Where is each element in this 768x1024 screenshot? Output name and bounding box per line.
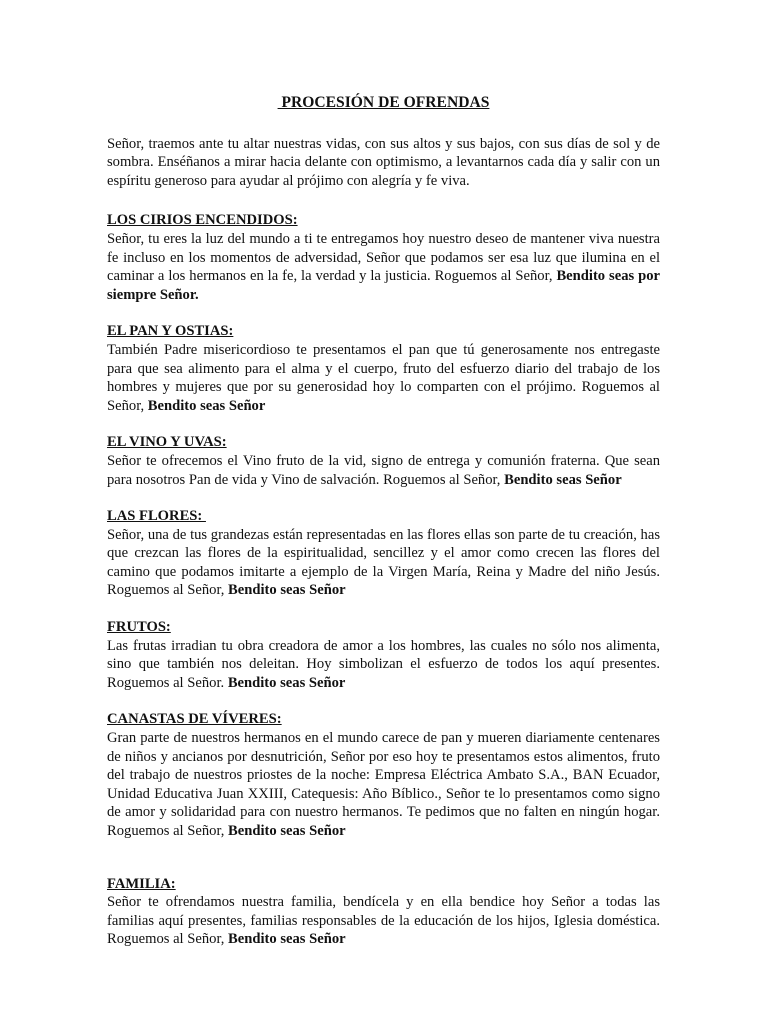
section-familia [107,875,660,949]
section-text: Señor te ofrendamos nuestra familia, bendícela y en ella bendice hoy Señor a todas las familias aquí presentes, familias responsables de la educación de los hijos, Iglesia doméstica. Roguemos al Señor, [107,894,660,948]
section-closing: Bendito seas Señor [228,582,346,599]
section-cirios [107,211,660,304]
section-heading: FAMILIA: [107,875,176,892]
section-closing: Bendito seas Señor [227,674,346,691]
document-page [107,94,660,967]
section-heading: EL PAN Y OSTIAS: [107,323,234,340]
section-heading: FRUTOS: [107,619,171,636]
section-body [107,230,660,304]
intro-paragraph: Señor, traemos ante tu altar nuestras vidas, con sus altos y sus bajos, con sus días de sol y de sombra. Enséñanos a mirar hacia delante con optimismo, a levantarnos cada día y salir con un espíritu generoso para ayudar al prójimo con alegría y fe viva. [107,135,660,189]
section-flores [107,507,660,600]
section-body [107,893,660,949]
section-text: Las frutas irradian tu obra creadora de amor a los hombres, las cuales no sólo nos alimenta, sino que también nos deleitan. Hoy simbolizan el esfuerzo de todos los aquí presentes. Roguemos al Señor. [107,637,660,691]
section-text: También Padre misericordioso te presentamos el pan que tú generosamente nos entregaste para que sea alimento para el alma y el cuerpo, fruto del esfuerzo diario del trabajo de los hombres y mujeres que por su generosidad hoy lo comparten con el prójimo. Roguemos al Señor, [107,341,660,414]
section-body [107,637,660,693]
section-closing: Bendito seas Señor [228,931,346,948]
section-body [107,526,660,600]
section-body [107,729,660,841]
section-text: Señor, una de tus grandezas están representadas en las flores ellas son parte de tu creación, has que crezcan las flores de la espiritualidad, sencillez y el amor como crecen las flores del camino que podamos imitarte a ejemplo de la Virgen María, Reina y Madre del niño Jesús. Roguemos al Señor, [107,526,660,599]
section-heading: EL VINO Y UVAS: [107,434,227,451]
spacer [107,859,660,875]
section-heading: CANASTAS DE VÍVERES: [107,711,282,728]
section-closing: Bendito seas por siempre Señor. [107,268,660,303]
section-closing: Bendito seas Señor [228,823,346,839]
section-body [107,452,660,489]
section-frutos [107,618,660,692]
document-title: PROCESIÓN DE OFRENDAS [277,94,490,111]
section-text: Señor, tu eres la luz del mundo a ti te entregamos hoy nuestro deseo de mantener viva nuestra fe incluso en los momentos de adversidad, Señor que podamos ser esa luz que ilumina en el caminar a los hermanos en la fe, la verdad y la justicia. Roguemos al Señor, [107,230,660,285]
section-closing: Bendito seas Señor [147,397,266,414]
section-pan [107,322,660,415]
section-text: Gran parte de nuestros hermanos en el mundo carece de pan y mueren diariamente centenares de niños y ancianos por desnutrición, Señor por eso hoy te presentamos estos alimentos, fruto del trabajo de nuestros priostes de la noche: Empresa Eléctrica Ambato S.A., BAN Ecuador, Unidad Educativa Juan XXIII, Catequesis: Año Bíblico., Señor te lo presentamos como signo de amor y solidaridad para con nuestro hermanos. Te pedimos que no falten en ningún hogar. Roguemos al Señor, [107,730,660,839]
section-body [107,341,660,415]
section-vino [107,433,660,489]
section-canastas [107,710,660,840]
section-closing: Bendito seas Señor [504,471,622,488]
section-text: Señor te ofrecemos el Vino fruto de la vid, signo de entrega y comunión fraterna. Que sean para nosotros Pan de vida y Vino de salvación. Roguemos al Señor, [107,452,660,488]
section-heading: LOS CIRIOS ENCENDIDOS: [107,212,298,229]
section-heading: LAS FLORES: [107,508,206,525]
